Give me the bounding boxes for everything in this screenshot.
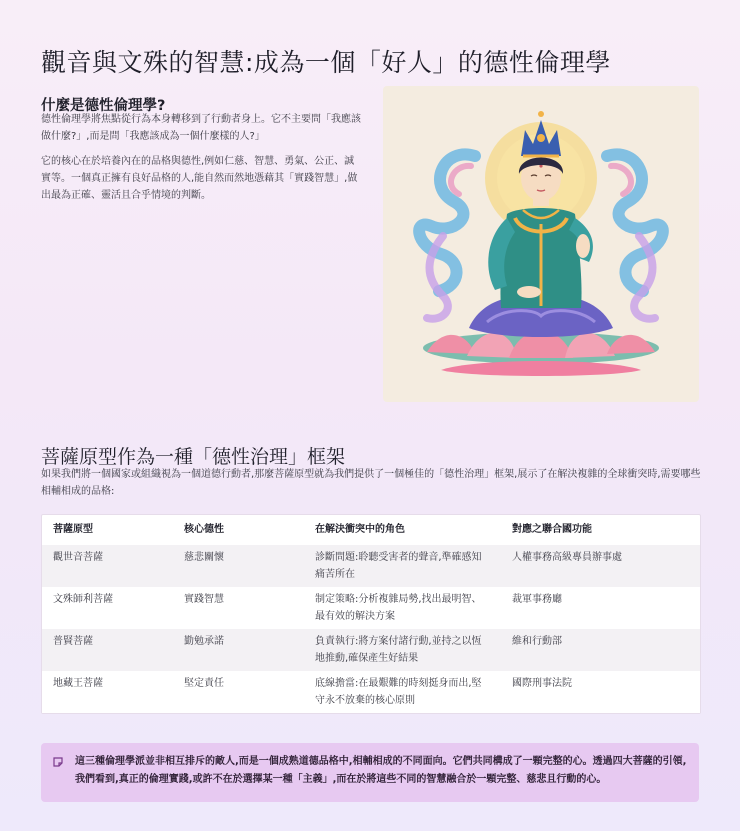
page-title: 觀音與文殊的智慧:成為一個「好人」的德性倫理學	[41, 47, 611, 77]
bodhisattva-table	[41, 514, 701, 714]
table-row	[42, 629, 700, 671]
bodhisattva-illustration	[383, 86, 699, 402]
table-header-row	[42, 515, 700, 545]
table-cell: 診斷問題:聆聽受害者的聲音,準確感知痛苦所在	[315, 552, 482, 580]
table-header-virtue: 核心德性	[184, 524, 224, 535]
table-row	[42, 671, 700, 713]
table-cell: 堅定責任	[184, 678, 224, 689]
intro-paragraph-2: 它的核心在於培養內在的品格與德性,例如仁慈、智慧、勇氣、公正、誠實等。一個真正擁有良好品格的人,能自然而然地憑藉其「實踐智慧」,做出最為正確、靈活且合乎情境的判斷。	[41, 156, 358, 201]
table-header-role: 在解決衝突中的角色	[315, 524, 405, 535]
intro-heading: 什麼是德性倫理學?	[41, 98, 166, 115]
table-header-archetype: 菩薩原型	[53, 524, 93, 535]
table-cell: 文殊師利菩薩	[53, 594, 113, 605]
table-row	[42, 587, 700, 629]
table-header-un-function: 對應之聯合國功能	[512, 524, 592, 535]
framework-heading: 菩薩原型作為一種「德性治理」框架	[41, 445, 346, 468]
framework-paragraph: 如果我們將一個國家或組織視為一個道德行動者,那麼菩薩原型就為我們提供了一個極佳的「德性治理」框架,展示了在解決複雜的全球衝突時,需要哪些相輔相成的品格:	[41, 469, 701, 497]
table-cell: 勤勉承諾	[184, 636, 224, 647]
table-row	[42, 545, 700, 587]
intro-paragraph-1: 德性倫理學將焦點從行為本身轉移到了行動者身上。它不主要問「我應該做什麼?」,而是問「我應該成為一個什麼樣的人?」	[41, 114, 361, 142]
summary-callout	[41, 743, 699, 802]
table-cell: 底線擔當:在最艱難的時刻挺身而出,堅守永不放棄的核心原則	[315, 678, 482, 706]
table-cell: 負責執行:將方案付諸行動,並持之以恆地推動,確保產生好結果	[315, 636, 482, 664]
table-cell: 人權事務高級專員辦事處	[512, 552, 622, 563]
table-cell: 裁軍事務廳	[512, 594, 562, 605]
table-cell: 地藏王菩薩	[53, 678, 103, 689]
table-cell: 實踐智慧	[184, 594, 224, 605]
table-cell: 觀世音菩薩	[53, 552, 103, 563]
note-icon	[53, 757, 63, 767]
table-cell: 慈悲關懷	[184, 552, 224, 563]
table-cell: 維和行動部	[512, 636, 562, 647]
bodhisattva-drawing	[383, 86, 699, 402]
table-cell: 國際刑事法院	[512, 678, 572, 689]
callout-text: 這三種倫理學派並非相互排斥的敵人,而是一個成熟道德品格中,相輔相成的不同面向。它們共同構成了一顆完整的心。透過四大菩薩的引領,我們看到,真正的倫理實踐,或許不在於選擇某一種「主義」,而在於將這些不同的智慧融合於一顆完整、慈悲且行動的心。	[75, 756, 687, 785]
table-cell: 普賢菩薩	[53, 636, 93, 647]
table-cell: 制定策略:分析複雜局勢,找出最明智、最有效的解決方案	[315, 594, 482, 622]
